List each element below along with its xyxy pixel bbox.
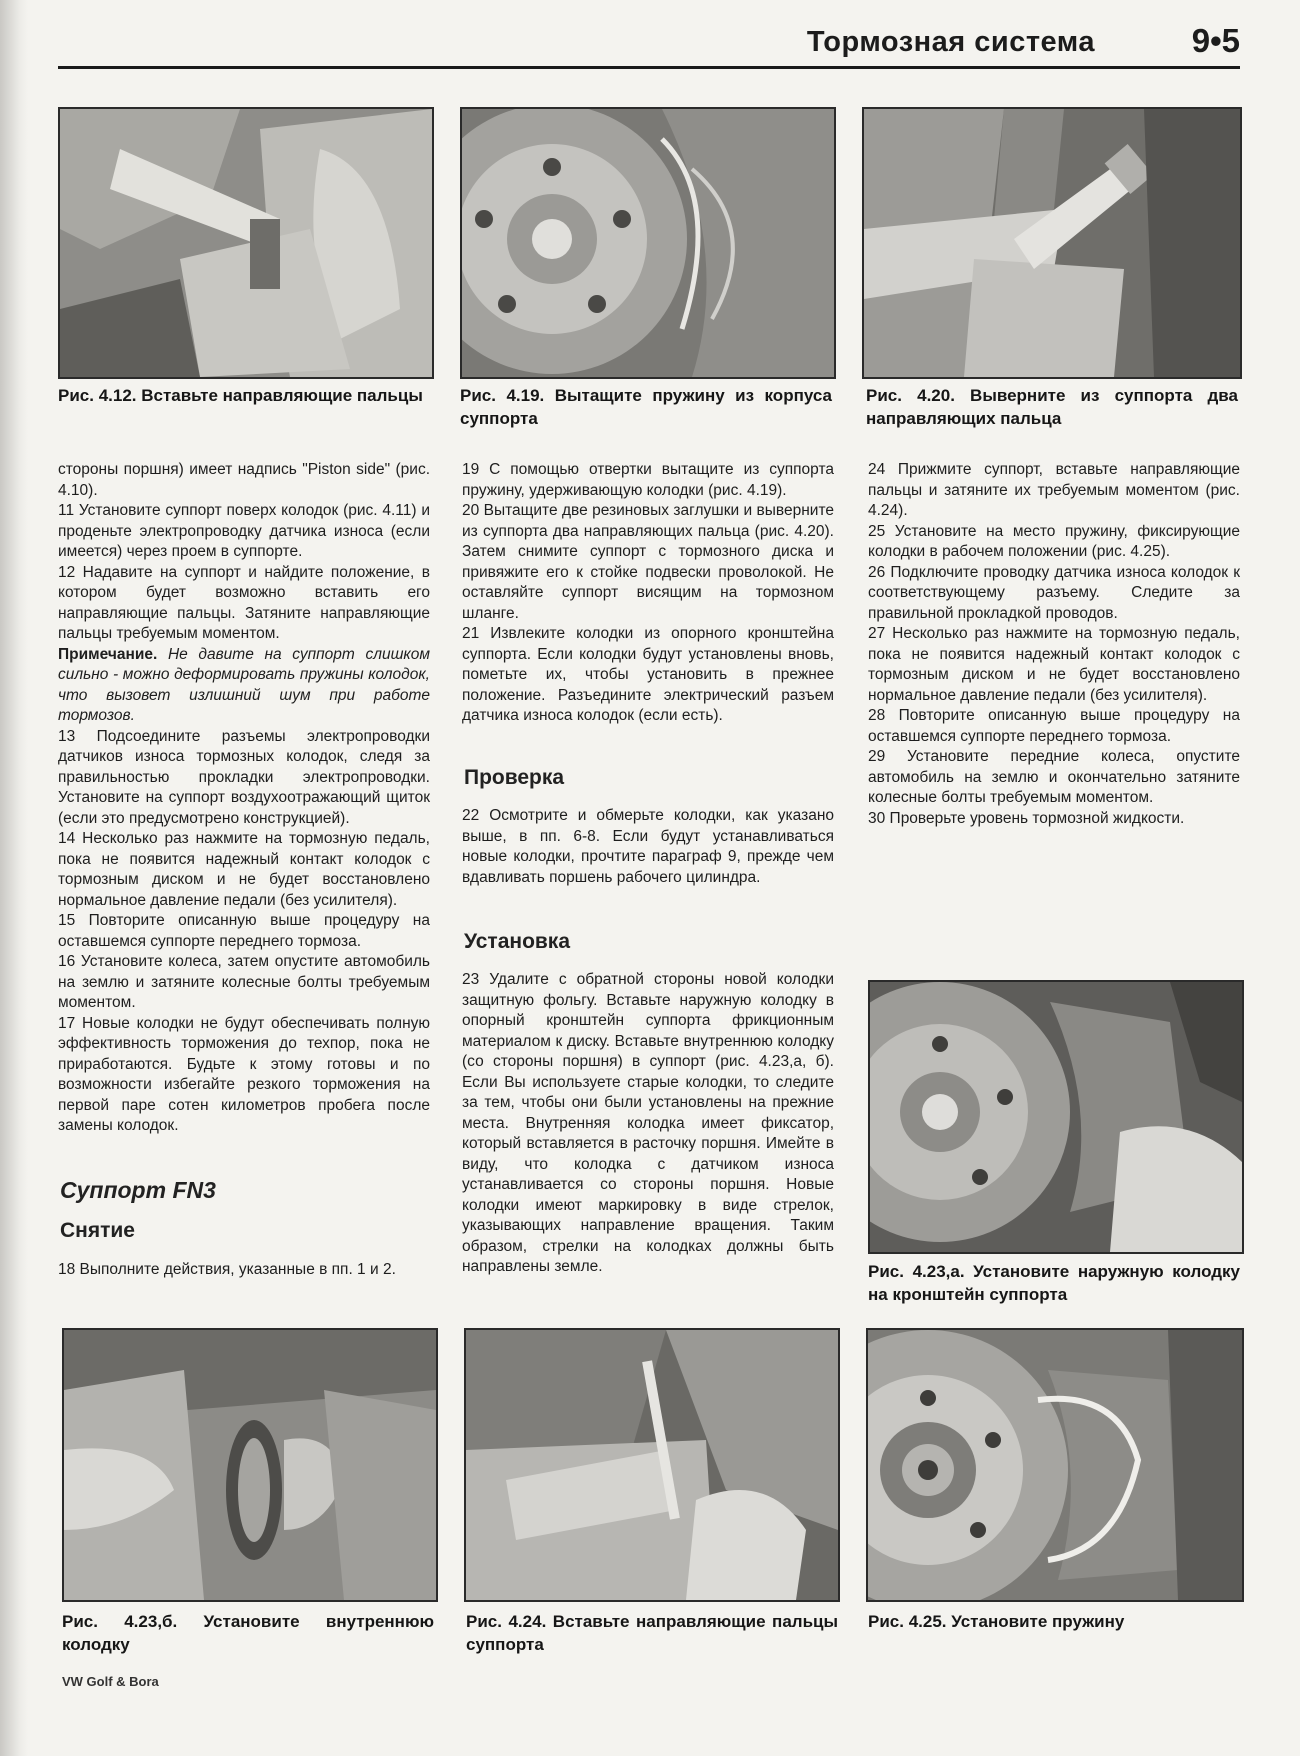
paragraph-30: 30 Проверьте уровень тормозной жидкости. [868,809,1185,827]
note-label: Примечание. [58,645,158,663]
paragraph-19: 19 С помощью отвертки вытащите из суппорта пружину, удерживающую колодки (рис. 4.19). [462,461,834,499]
caption-fig-4-12: Рис. 4.12. Вставьте направляющие пальцы [58,386,423,405]
paragraph-17: 17 Новые колодки не будут обеспечивать полную эффективность торможения до техпор, пока не приработаются. Будьте к этому готовы и по возможности избегайте резкого торможения на первой паре сотен километров пробега после замены колодок. [58,1014,430,1134]
paragraph-24: 24 Прижмите суппорт, вставьте направляющие пальцы и затяните их требуемым моментом (рис. 4.24). [868,461,1240,519]
photo-fig-4-25-image [868,1330,1242,1600]
paragraph-28: 28 Повторите описанную выше процедуру на оставшемся суппорте переднего тормоза. [868,707,1240,745]
paragraph-18-block [58,1260,430,1281]
photo-fig-4-12-image [60,109,432,377]
page-number: 9•5 [1191,22,1240,59]
paragraph-14: 14 Несколько раз нажмите на тормозную педаль, пока не появится надежный контакт колодок с тормозным диском и не будет восстановлено нормальное давление педали (без усилителя). [58,830,430,909]
photo-fig-4-19 [460,107,836,379]
caption-fig-4-24: Рис. 4.24. Вставьте направляющие пальцы суппорта [466,1612,838,1654]
caption-fig-4-23a: Рис. 4.23,а. Установите наружную колодку на кронштейн суппорта [868,1262,1240,1304]
paragraph-29: 29 Установите передние колеса, опустите автомобиль на землю и окончательно затяните колесные болты требуемым моментом. [868,748,1240,806]
photo-fig-4-24 [464,1328,840,1602]
paragraph-25: 25 Установите на место пружину, фиксирующие колодки в рабочем положении (рис. 4.25). [868,522,1240,560]
photo-fig-4-23b [62,1328,438,1602]
paragraph-27: 27 Несколько раз нажмите на тормозную педаль, пока не появится надежный контакт колодок с тормозным диском и не будет восстановлено нормальное давление педали (без усилителя). [868,625,1240,704]
chapter-title: Тормозная система [806,26,1095,58]
paragraph-10-end: стороны поршня) имеет надпись "Piston side" (рис. 4.10). [58,461,430,499]
section-heading-install: Установка [464,930,570,953]
photo-fig-4-20 [862,107,1242,379]
paragraph-13: 13 Подсоедините разъемы электропроводки датчиков износа тормозных колодок, следя за правильностью прокладки электропроводки. Установите на суппорт воздухоотражающий щиток (если это предусмотрено конструкцией). [58,727,430,827]
photo-fig-4-20-image [864,109,1240,377]
note-text: Не давите на суппорт слишком сильно - можно деформировать пружины колодок, что вызовет излишний шум при работе тормозов. [58,645,431,724]
section-heading-fn3: Суппорт FN3 [60,1177,216,1203]
caption-fig-4-23b: Рис. 4.23,б. Установите внутреннюю колодку [62,1612,434,1654]
text-column-1 [58,460,430,1137]
paragraph-23: 23 Удалите с обратной стороны новой колодки защитную фольгу. Вставьте наружную колодку в опорный кронштейн суппорта фрикционным материалом к диску. Вставьте внутреннюю колодку (со стороны поршня) в суппорт (рис. 4.23,а, б). Если Вы используете старые колодки, то следите за тем, чтобы они были установлены на прежние места. Внутренняя колодка имеет фиксатор, который вставляется в расточку поршня. Имейте в виду, что колодка с датчиком износа устанавливается со стороны поршня. Новые колодки имеют маркировку в виде стрелок, указывающих направление вращения. Таким образом, стрелки на колодках должны быть направлены земле. [462,971,834,1275]
caption-fig-4-20: Рис. 4.20. Выверните из суппорта два направляющих пальца [866,386,1238,428]
paragraph-12: 12 Надавите на суппорт и найдите положение, в котором будет возможно вставить его направляющие пальцы. Затяните направляющие пальцы требуемым моментом. [58,563,430,642]
paragraph-18: 18 Выполните действия, указанные в пп. 1 и 2. [58,1261,396,1278]
page-header [58,22,1240,69]
text-column-2-check [462,806,834,888]
paragraph-11: 11 Установите суппорт поверх колодок (рис. 4.11) и проденьте электропроводку датчика износа (если имеется) через проем в суппорте. [58,502,430,560]
book-footer: VW Golf & Bora [62,1674,159,1689]
page-binding-shadow [0,0,28,1756]
section-heading-check: Проверка [464,766,565,789]
paragraph-20: 20 Вытащите две резиновых заглушки и выверните из суппорта два направляющих пальца (рис. 4.20). Затем снимите суппорт с тормозного диска и привяжите его к стойке подвески проволокой. Не оставляйте суппорт висящим на тормозном шланге. [462,502,834,622]
paragraph-26: 26 Подключите проводку датчика износа колодок к соответствующему разъему. Следите за правильной прокладкой проводов. [868,563,1240,622]
paragraph-21: 21 Извлеките колодки из опорного кронштейна суппорта. Если колодки будут установлены вновь, пометьте их, чтобы установить в прежнее положение. Разъедините электрический разъем датчика износа колодок (если есть). [462,625,834,724]
subsection-heading-removal: Снятие [60,1219,135,1242]
text-column-2-install [462,970,834,1278]
paragraph-22: 22 Осмотрите и обмерьте колодки, как указано выше, в пп. 6-8. Если будут устанавливаться новые колодки, прочтите параграф 9, прежде чем вдавливать поршень рабочего цилиндра. [462,807,834,886]
photo-fig-4-25 [866,1328,1244,1602]
caption-fig-4-19: Рис. 4.19. Вытащите пружину из корпуса суппорта [460,386,832,428]
text-column-3 [868,460,1240,829]
paragraph-15: 15 Повторите описанную выше процедуру на оставшемся суппорте переднего тормоза. [58,912,430,950]
photo-fig-4-19-image [462,109,834,377]
photo-fig-4-24-image [466,1330,838,1600]
caption-fig-4-25: Рис. 4.25. Установите пружину [868,1612,1125,1631]
photo-fig-4-23a [868,980,1244,1254]
photo-fig-4-12 [58,107,434,379]
photo-fig-4-23b-image [64,1330,436,1600]
photo-fig-4-23a-image [870,982,1242,1252]
text-column-2-top [462,460,834,727]
paragraph-16: 16 Установите колеса, затем опустите автомобиль на землю и затяните колесные болты требуемым моментом. [58,953,430,1011]
note-paragraph [58,645,430,727]
